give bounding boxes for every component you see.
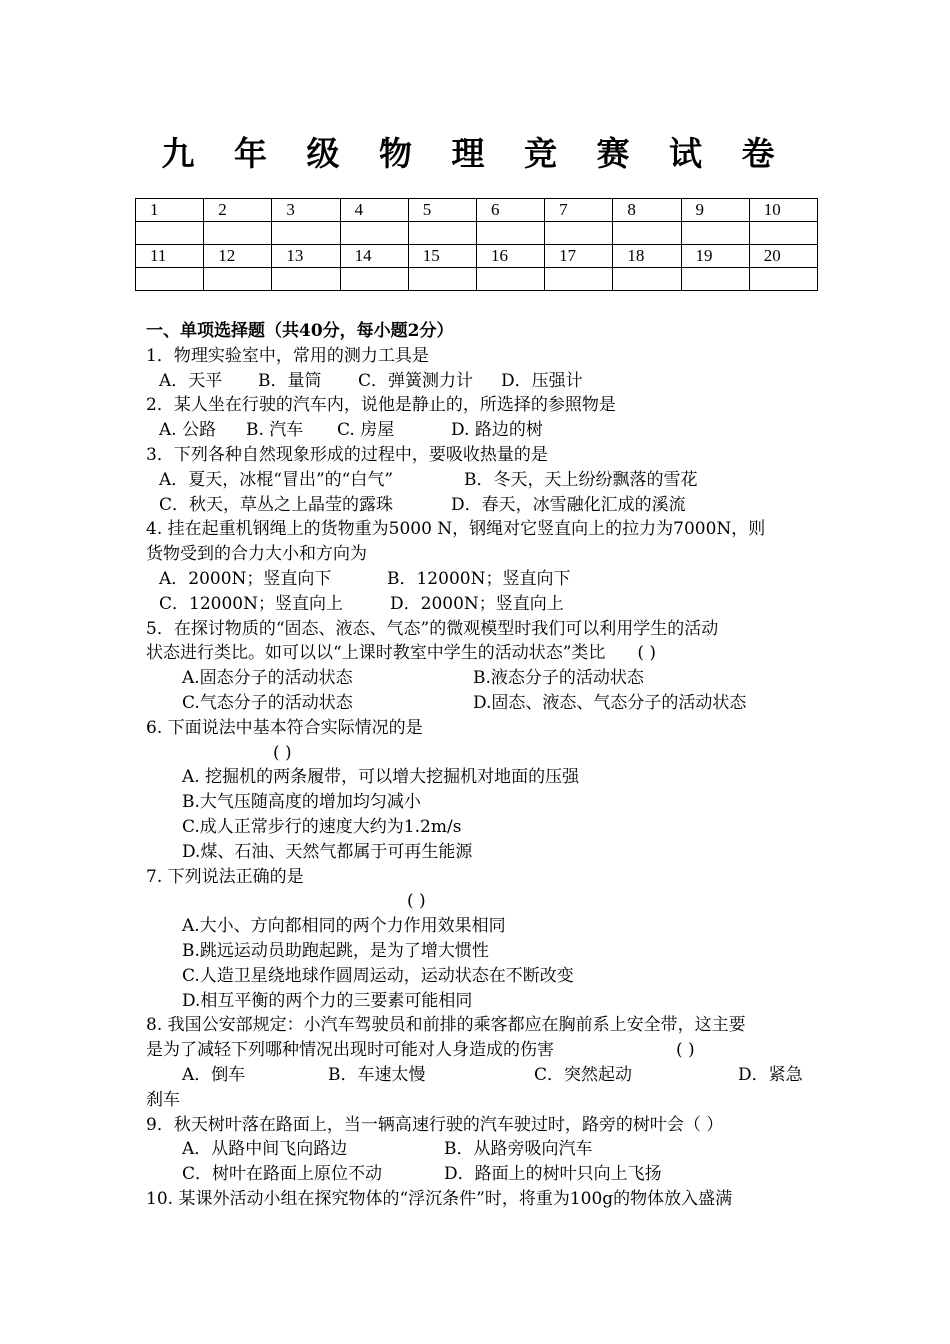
question-8-options: [146, 1063, 814, 1088]
option-d: D. 路边的树: [451, 420, 543, 441]
answer-table-header-row-2: [136, 245, 818, 268]
option-c: C.成人正常步行的速度大约为1.2m/s: [182, 816, 462, 837]
option-c: C．秋天，草丛之上晶莹的露珠: [159, 494, 394, 515]
answer-table-header-row-1: [136, 199, 818, 222]
option-c: C．突然起动: [534, 1064, 633, 1085]
answer-cell[interactable]: [545, 268, 613, 291]
question-10-stem: 10. 某课外活动小组在探究物体的“浮沉条件”时，将重为100g的物体放入盛满: [146, 1188, 733, 1209]
option-b: B．12000N；竖直向下: [387, 568, 571, 589]
question-4-stem-line-2: 货物受到的合力大小和方向为: [146, 544, 367, 565]
answer-cell[interactable]: [408, 268, 476, 291]
answer-blank-row-1: [136, 222, 818, 245]
question-2-options: [146, 418, 814, 443]
option-b: B. 汽车: [246, 420, 304, 441]
question-4-stem-line-1: 4. 挂在起重机钢绳上的货物重为5000 N，钢绳对它竖直向上的拉力为7000N，则: [146, 519, 766, 540]
question-8-stem-line-2: [146, 1038, 814, 1063]
answer-paren: ( ): [637, 643, 657, 664]
question-8-stem-text: 是为了减轻下列哪种情况出现时可能对人身造成的伤害: [146, 1040, 554, 1061]
answer-paren: ( ): [407, 891, 426, 912]
option-c: C．树叶在路面上原位不动: [182, 1164, 383, 1185]
table-cell: 9: [681, 199, 749, 222]
table-cell: 18: [613, 245, 681, 268]
question-1-options: [146, 369, 814, 394]
answer-cell[interactable]: [272, 268, 340, 291]
option-d: D.固态、液态、气态分子的活动状态: [473, 692, 747, 713]
question-3-options-cd: [146, 493, 814, 518]
questions: [146, 319, 814, 1212]
option-a: A. 公路: [159, 420, 217, 441]
question-5-stem-text: 状态进行类比。如可以以“上课时教室中学生的活动状态”类比: [146, 643, 606, 664]
answer-cell[interactable]: [204, 268, 272, 291]
option-d-continued: 刹车: [146, 1089, 180, 1110]
option-a: A．倒车: [182, 1064, 246, 1085]
option-b: B.大气压随高度的增加均匀减小: [182, 792, 421, 813]
table-cell: 3: [272, 199, 340, 222]
question-2-stem: 2．某人坐在行驶的汽车内，说他是静止的，所选择的参照物是: [146, 395, 616, 416]
option-b: B．量筒: [258, 370, 322, 391]
table-cell: 1: [136, 199, 204, 222]
table-cell: 13: [272, 245, 340, 268]
option-c: C．12000N；竖直向上: [159, 593, 343, 614]
option-b: B．冬天，天上纷纷飘落的雪花: [464, 469, 698, 490]
answer-cell[interactable]: [408, 222, 476, 245]
question-9-options-ab: [146, 1137, 814, 1162]
answer-cell[interactable]: [749, 268, 817, 291]
answer-cell[interactable]: [613, 222, 681, 245]
table-cell: 11: [136, 245, 204, 268]
answer-cell[interactable]: [136, 268, 204, 291]
option-b: B．车速太慢: [328, 1064, 426, 1085]
option-d: D.煤、石油、天然气都属于可再生能源: [182, 841, 473, 862]
question-5-options-cd: [146, 691, 814, 716]
question-5-stem-line-1: 5．在探讨物质的“固态、液态、气态”的微观模型时我们可以利用学生的活动: [146, 618, 719, 639]
table-cell: 10: [749, 199, 817, 222]
table-cell: 12: [204, 245, 272, 268]
question-8-stem-line-1: 8. 我国公安部规定：小汽车驾驶员和前排的乘客都应在胸前系上安全带，这主要: [146, 1015, 746, 1036]
table-cell: 6: [476, 199, 544, 222]
option-a: A. 挖掘机的两条履带，可以增大挖掘机对地面的压强: [182, 767, 580, 788]
table-cell: 5: [408, 199, 476, 222]
answer-cell[interactable]: [340, 268, 408, 291]
option-a: A．2000N；竖直向下: [159, 568, 332, 589]
question-4-options-ab: [146, 567, 814, 592]
answer-paren: ( ): [273, 742, 292, 763]
question-9-options-cd: [146, 1162, 814, 1187]
option-b: B．从路旁吸向汽车: [444, 1139, 593, 1160]
question-9-stem: 9．秋天树叶落在路面上，当一辆高速行驶的汽车驶过时，路旁的树叶会（ ）: [146, 1114, 724, 1135]
answer-table: [135, 198, 818, 291]
question-6-stem: 6. 下面说法中基本符合实际情况的是: [146, 717, 423, 738]
option-d: D．春天，冰雪融化汇成的溪流: [451, 494, 686, 515]
answer-cell[interactable]: [136, 222, 204, 245]
answer-cell[interactable]: [204, 222, 272, 245]
table-cell: 15: [408, 245, 476, 268]
answer-cell[interactable]: [272, 222, 340, 245]
table-cell: 2: [204, 199, 272, 222]
option-d: D．紧急: [738, 1064, 803, 1085]
option-c: C．弹簧测力计: [358, 370, 474, 391]
option-a: A．夏天，冰棍“冒出”的“白气”: [159, 469, 394, 490]
option-d: D．2000N；竖直向上: [390, 593, 564, 614]
answer-paren: ( ): [676, 1040, 695, 1061]
option-a: A.大小、方向都相同的两个力作用效果相同: [182, 916, 506, 937]
option-d: D．压强计: [501, 370, 583, 391]
table-cell: 14: [340, 245, 408, 268]
question-5-stem-line-2: [146, 641, 814, 666]
answer-cell[interactable]: [476, 268, 544, 291]
question-1-stem: 1．物理实验室中，常用的测力工具是: [146, 345, 429, 366]
table-cell: 4: [340, 199, 408, 222]
table-cell: 19: [681, 245, 749, 268]
table-cell: 17: [545, 245, 613, 268]
table-cell: 8: [613, 199, 681, 222]
answer-cell[interactable]: [749, 222, 817, 245]
option-a: A．天平: [159, 370, 223, 391]
answer-cell[interactable]: [613, 268, 681, 291]
question-4-options-cd: [146, 592, 814, 617]
exam-title: 九 年 级 物 理 竞 赛 试 卷: [161, 134, 789, 173]
question-3-stem: 3．下列各种自然现象形成的过程中，要吸收热量的是: [146, 444, 548, 465]
table-cell: 7: [545, 199, 613, 222]
answer-blank-row-2: [136, 268, 818, 291]
option-a: A.固态分子的活动状态: [182, 668, 353, 689]
question-7-stem: 7. 下列说法正确的是: [146, 866, 304, 887]
question-3-options-ab: [146, 468, 814, 493]
option-c: C.气态分子的活动状态: [182, 692, 353, 713]
option-b: B.液态分子的活动状态: [473, 668, 644, 689]
option-d: D．路面上的树叶只向上飞扬: [444, 1164, 662, 1185]
answer-cell[interactable]: [681, 268, 749, 291]
answer-cell[interactable]: [681, 222, 749, 245]
answer-cell[interactable]: [476, 222, 544, 245]
option-d: D.相互平衡的两个力的三要素可能相同: [182, 990, 473, 1011]
table-cell: 16: [476, 245, 544, 268]
table-cell: 20: [749, 245, 817, 268]
answer-cell[interactable]: [340, 222, 408, 245]
option-c: C. 房屋: [337, 420, 395, 441]
option-c: C.人造卫星绕地球作圆周运动，运动状态在不断改变: [182, 965, 574, 986]
option-a: A．从路中间飞向路边: [182, 1139, 348, 1160]
question-5-options-ab: [146, 666, 814, 691]
option-b: B.跳远运动员助跑起跳，是为了增大惯性: [182, 940, 489, 961]
answer-cell[interactable]: [545, 222, 613, 245]
section-header: 一、单项选择题（共40分，每小题2分）: [146, 321, 454, 341]
